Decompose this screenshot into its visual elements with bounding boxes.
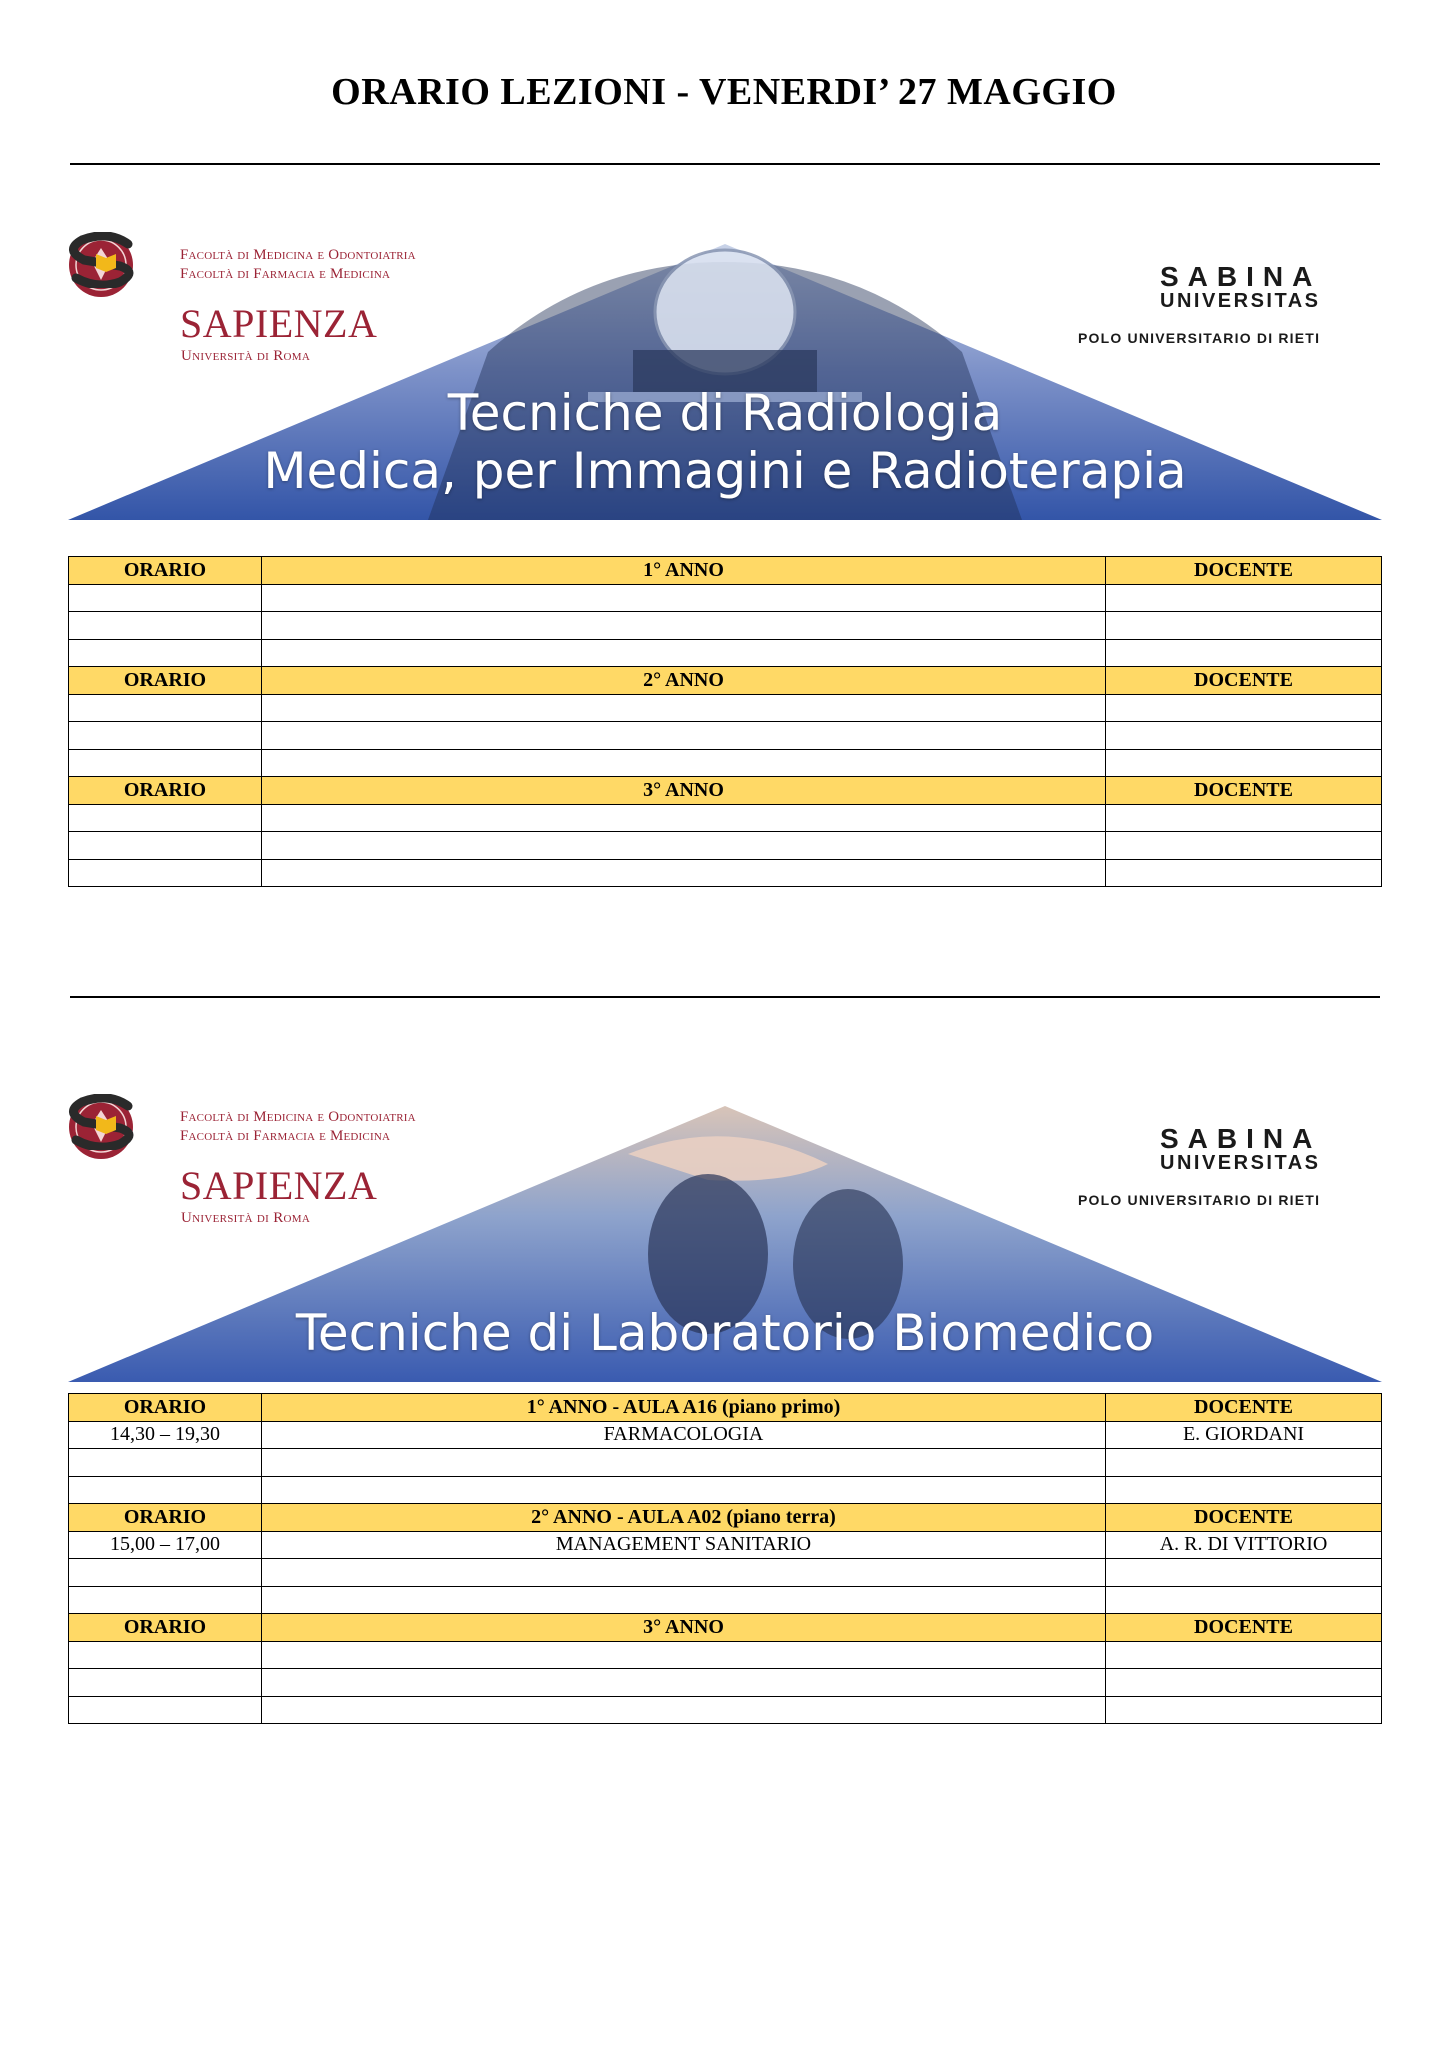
cell-docente	[1106, 749, 1382, 777]
cell-materia	[262, 1696, 1106, 1724]
cell-materia: FARMACOLOGIA	[262, 1421, 1106, 1449]
cell-docente	[1106, 639, 1382, 667]
table-row	[69, 749, 1382, 777]
faculty-line-1: Facoltà di Medicina e Odontoiatria	[180, 247, 416, 263]
section-header-row	[69, 1614, 1382, 1642]
cell-docente	[1106, 1696, 1382, 1724]
section-header-row	[69, 777, 1382, 805]
cell-orario	[69, 1559, 262, 1587]
cell-docente	[1106, 1476, 1382, 1504]
cell-orario	[69, 612, 262, 640]
table-row	[69, 1476, 1382, 1504]
faculty-lines	[180, 1108, 416, 1146]
sabina-polo: POLO UNIVERSITARIO DI RIETI	[1078, 330, 1321, 346]
sabina-logo-icon	[68, 232, 140, 288]
header-materia: 1° ANNO	[262, 557, 1106, 585]
cell-materia	[262, 1559, 1106, 1587]
table-row	[69, 694, 1382, 722]
section-header-row	[69, 1394, 1382, 1422]
course-banner-radiologia	[68, 232, 1382, 522]
cell-materia	[262, 612, 1106, 640]
cell-orario: 14,30 – 19,30	[69, 1421, 262, 1449]
cell-orario	[69, 722, 262, 750]
cell-materia: MANAGEMENT SANITARIO	[262, 1531, 1106, 1559]
cell-materia	[262, 804, 1106, 832]
header-orario: ORARIO	[69, 1394, 262, 1422]
cell-docente: E. GIORDANI	[1106, 1421, 1382, 1449]
cell-docente	[1106, 832, 1382, 860]
cell-orario	[69, 584, 262, 612]
header-materia: 3° ANNO	[262, 1614, 1106, 1642]
sabina-name: SABINA	[1160, 261, 1322, 292]
cell-orario	[69, 1641, 262, 1669]
table-row	[69, 1449, 1382, 1477]
cell-orario	[69, 1696, 262, 1724]
section-header-row	[69, 667, 1382, 695]
faculty-lines	[180, 246, 416, 284]
cell-orario	[69, 1669, 262, 1697]
sabina-name: SABINA	[1160, 1123, 1322, 1154]
cell-docente	[1106, 694, 1382, 722]
course-title-line-2: Medica, per Immagini e Radioterapia	[263, 442, 1187, 500]
table-row	[69, 1531, 1382, 1559]
sabina-polo: POLO UNIVERSITARIO DI RIETI	[1078, 1192, 1321, 1208]
schedule-table-laboratorio	[68, 1393, 1382, 1724]
cell-orario	[69, 804, 262, 832]
cell-materia	[262, 1669, 1106, 1697]
header-docente: DOCENTE	[1106, 667, 1382, 695]
header-docente: DOCENTE	[1106, 1614, 1382, 1642]
table-row	[69, 832, 1382, 860]
cell-orario	[69, 832, 262, 860]
sabina-sub: UNIVERSITAS	[1160, 1152, 1321, 1174]
cell-docente	[1106, 1641, 1382, 1669]
cell-docente: A. R. DI VITTORIO	[1106, 1531, 1382, 1559]
table-row	[69, 1669, 1382, 1697]
sapienza-sub: Università di Roma	[181, 348, 311, 364]
schedule-table-radiologia	[68, 556, 1382, 887]
divider	[70, 163, 1380, 165]
cell-docente	[1106, 1449, 1382, 1477]
cell-docente	[1106, 612, 1382, 640]
course-banner-laboratorio	[68, 1094, 1382, 1384]
cell-materia	[262, 1641, 1106, 1669]
header-docente: DOCENTE	[1106, 1504, 1382, 1532]
sapienza-name: SAPIENZA	[180, 301, 378, 346]
sabina-sub: UNIVERSITAS	[1160, 290, 1321, 312]
cell-orario	[69, 639, 262, 667]
cell-materia	[262, 722, 1106, 750]
cell-materia	[262, 859, 1106, 887]
table-row	[69, 1421, 1382, 1449]
faculty-line-2: Facoltà di Farmacia e Medicina	[180, 266, 391, 282]
header-orario: ORARIO	[69, 557, 262, 585]
cell-docente	[1106, 722, 1382, 750]
cell-orario	[69, 1449, 262, 1477]
header-orario: ORARIO	[69, 777, 262, 805]
course-title	[68, 384, 1382, 500]
table-row	[69, 1559, 1382, 1587]
cell-docente	[1106, 1586, 1382, 1614]
cell-materia	[262, 639, 1106, 667]
table-row	[69, 584, 1382, 612]
cell-materia	[262, 1449, 1106, 1477]
header-materia: 3° ANNO	[262, 777, 1106, 805]
table-row	[69, 722, 1382, 750]
cell-orario	[69, 1476, 262, 1504]
table-row	[69, 1696, 1382, 1724]
table-row	[69, 612, 1382, 640]
header-orario: ORARIO	[69, 667, 262, 695]
header-docente: DOCENTE	[1106, 777, 1382, 805]
cell-orario	[69, 749, 262, 777]
cell-materia	[262, 832, 1106, 860]
cell-materia	[262, 1476, 1106, 1504]
header-orario: ORARIO	[69, 1504, 262, 1532]
page-title: ORARIO LEZIONI - VENERDI’ 27 MAGGIO	[331, 71, 1117, 113]
cell-orario	[69, 859, 262, 887]
table-row	[69, 859, 1382, 887]
header-docente: DOCENTE	[1106, 1394, 1382, 1422]
table-row	[69, 804, 1382, 832]
table-row	[69, 639, 1382, 667]
section-header-row	[69, 1504, 1382, 1532]
cell-materia	[262, 749, 1106, 777]
course-title-line-1: Tecniche di Laboratorio Biomedico	[295, 1304, 1155, 1362]
header-materia: 2° ANNO	[262, 667, 1106, 695]
course-title	[68, 1304, 1382, 1362]
cell-materia	[262, 694, 1106, 722]
sapienza-name: SAPIENZA	[180, 1163, 378, 1208]
cell-orario: 15,00 – 17,00	[69, 1531, 262, 1559]
header-orario: ORARIO	[69, 1614, 262, 1642]
faculty-line-2: Facoltà di Farmacia e Medicina	[180, 1128, 391, 1144]
cell-orario	[69, 694, 262, 722]
header-materia: 1° ANNO - AULA A16 (piano primo)	[262, 1394, 1106, 1422]
cell-materia	[262, 1586, 1106, 1614]
sabina-logo-icon	[68, 1094, 140, 1150]
cell-docente	[1106, 1669, 1382, 1697]
table-row	[69, 1641, 1382, 1669]
table-row	[69, 1586, 1382, 1614]
header-materia: 2° ANNO - AULA A02 (piano terra)	[262, 1504, 1106, 1532]
divider	[70, 996, 1380, 998]
section-header-row	[69, 557, 1382, 585]
cell-materia	[262, 584, 1106, 612]
cell-orario	[69, 1586, 262, 1614]
cell-docente	[1106, 804, 1382, 832]
course-title-line-1: Tecniche di Radiologia	[447, 384, 1003, 442]
cell-docente	[1106, 859, 1382, 887]
sapienza-sub: Università di Roma	[181, 1210, 311, 1226]
cell-docente	[1106, 584, 1382, 612]
faculty-line-1: Facoltà di Medicina e Odontoiatria	[180, 1109, 416, 1125]
header-docente: DOCENTE	[1106, 557, 1382, 585]
cell-docente	[1106, 1559, 1382, 1587]
